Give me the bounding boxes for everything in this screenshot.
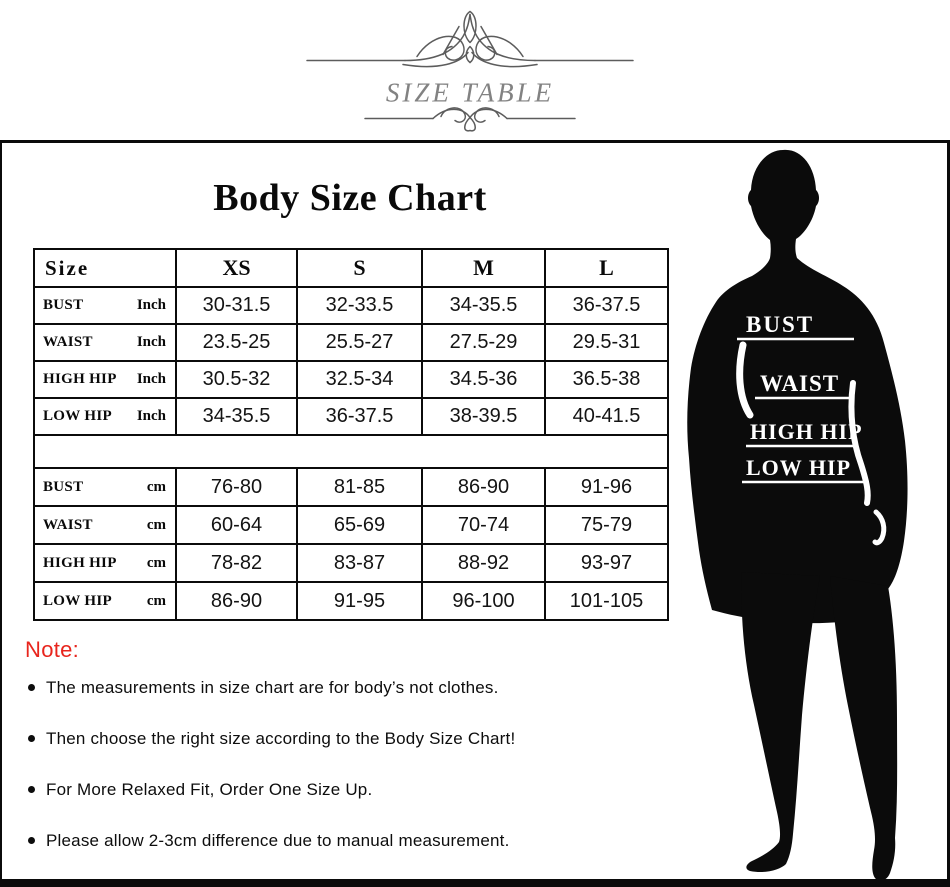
value-cell: 83-87 [297,544,422,582]
value-cell: 23.5-25 [176,324,297,361]
unit-label: cm [146,592,166,609]
row-label-cell [34,544,176,582]
value-cell: 96-100 [422,582,545,620]
size-header-cell [34,249,176,287]
note-item [25,729,585,749]
note-item [25,831,585,851]
value-cell: 38-39.5 [422,398,545,435]
value-cell: 91-95 [297,582,422,620]
value-cell: 101-105 [545,582,668,620]
bullet-icon [28,735,35,742]
unit-label: cm [146,554,166,571]
flourish-ornament-icon [305,6,635,136]
body-silhouette-figure [680,140,950,880]
table-row [34,582,668,620]
value-cell: 81-85 [297,468,422,506]
table-row [34,361,668,398]
value-cell: 25.5-27 [297,324,422,361]
measure-label: BUST [43,297,84,313]
measure-label: HIGH HIP [43,371,117,387]
measure-label: WAIST [43,334,93,350]
table-header-row [34,249,668,287]
table-row [34,506,668,544]
figure-label-bust: BUST [746,312,815,337]
value-cell: 34-35.5 [422,287,545,324]
value-cell: 75-79 [545,506,668,544]
column-header-m: M [422,249,545,287]
row-label-cell [34,324,176,361]
value-cell: 65-69 [297,506,422,544]
value-cell: 93-97 [545,544,668,582]
unit-label: Inch [136,408,166,424]
note-text: The measurements in size chart are for body’s not clothes. [46,678,499,697]
value-cell: 32.5-34 [297,361,422,398]
table-spacer-row [34,435,668,468]
bullet-icon [28,837,35,844]
row-label-cell [34,361,176,398]
note-item [25,678,585,698]
measure-label: WAIST [43,516,93,533]
unit-label: Inch [136,371,166,387]
value-cell: 34-35.5 [176,398,297,435]
value-cell: 86-90 [422,468,545,506]
figure-label-high-hip: HIGH HIP [750,419,863,444]
value-cell: 88-92 [422,544,545,582]
row-label-cell [34,287,176,324]
row-label-cell [34,506,176,544]
measure-label: HIGH HIP [43,554,117,571]
measure-label: BUST [43,478,84,495]
bullet-icon [28,684,35,691]
bottom-border-bar [0,879,950,887]
value-cell: 30.5-32 [176,361,297,398]
figure-label-waist: WAIST [760,371,840,396]
measure-label: LOW HIP [43,408,112,424]
value-cell: 32-33.5 [297,287,422,324]
measure-label: LOW HIP [43,592,112,609]
value-cell: 76-80 [176,468,297,506]
column-header-l: L [545,249,668,287]
table-row [34,468,668,506]
note-text: Please allow 2-3cm difference due to manual measurement. [46,831,510,850]
row-label-cell [34,398,176,435]
value-cell: 86-90 [176,582,297,620]
value-cell: 70-74 [422,506,545,544]
ornament-title: SIZE TABLE [385,77,555,108]
value-cell: 30-31.5 [176,287,297,324]
table-row [34,398,668,435]
value-cell: 91-96 [545,468,668,506]
table-row [34,544,668,582]
note-text: For More Relaxed Fit, Order One Size Up. [46,780,373,799]
value-cell: 29.5-31 [545,324,668,361]
value-cell: 27.5-29 [422,324,545,361]
page-title: Body Size Chart [213,177,487,219]
notes-section [25,637,585,851]
note-heading: Note: [25,637,80,662]
row-label-cell [34,582,176,620]
figure-label-low-hip: LOW HIP [746,455,852,480]
table-row [34,324,668,361]
value-cell: 60-64 [176,506,297,544]
value-cell: 78-82 [176,544,297,582]
note-item [25,780,585,800]
column-header-s: S [297,249,422,287]
note-text: Then choose the right size according to the Body Size Chart! [46,729,516,748]
value-cell: 36-37.5 [545,287,668,324]
unit-label: cm [146,516,166,533]
unit-label: cm [146,478,166,495]
value-cell: 34.5-36 [422,361,545,398]
unit-label: Inch [136,297,166,313]
value-cell: 36.5-38 [545,361,668,398]
unit-label: Inch [136,334,166,350]
table-row [34,287,668,324]
row-label-cell [34,468,176,506]
value-cell: 40-41.5 [545,398,668,435]
value-cell: 36-37.5 [297,398,422,435]
size-label: Size [45,255,90,280]
column-header-xs: XS [176,249,297,287]
silhouette-shape [687,150,907,880]
bullet-icon [28,786,35,793]
body-size-table [33,248,669,621]
